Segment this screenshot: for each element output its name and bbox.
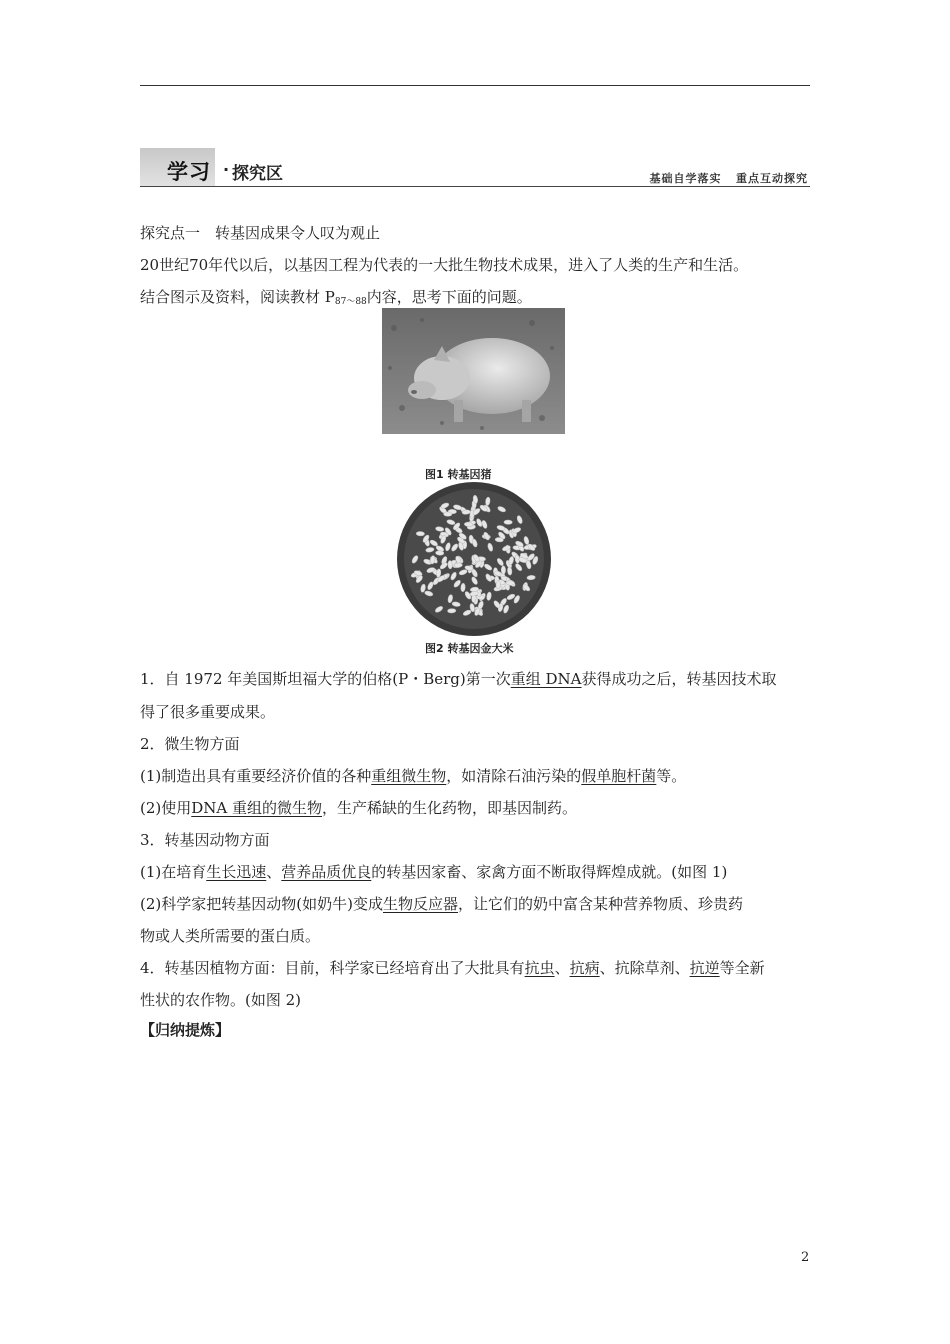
- item-4-line-1: 4．转基因植物方面：目前，科学家已经培育出了大批具有抗虫、抗病、抗除草剂、抗逆等全新: [140, 959, 765, 977]
- answer-insect-resistant: 抗虫: [524, 959, 555, 977]
- item-2-1: (1)制造出具有重要经济价值的各种重组微生物，如清除石油污染的假单胞杆菌等。: [140, 767, 687, 785]
- section-header: [140, 148, 810, 186]
- answer-stress-resistant: 抗逆: [689, 959, 720, 977]
- intro-paragraph: 20世纪70年代以后，以基因工程为代表的一大批生物技术成果，进入了人类的生产和生活。: [140, 256, 749, 274]
- top-rule: [140, 85, 810, 86]
- pig-caption: 图1 转基因猪: [425, 468, 492, 481]
- item-4-line-2: 性状的农作物。(如图 2): [140, 991, 302, 1009]
- answer-recombinant-microbe: 重组微生物: [371, 767, 447, 785]
- answer-disease-resistant: 抗病: [569, 959, 600, 977]
- header-dot: ·: [223, 160, 230, 179]
- item-1-line-2: 得了很多重要成果。: [140, 703, 276, 721]
- answer-dna-recombinant-microbe: DNA 重组的微生物: [191, 799, 323, 817]
- item-3-2-line-2: 物或人类所需要的蛋白质。: [140, 927, 321, 945]
- item-2-heading: 2．微生物方面: [140, 735, 240, 753]
- answer-bioreactor: 生物反应器: [382, 895, 458, 913]
- header-title-explore: 探究区: [232, 164, 283, 184]
- item-3-2-line-1: (2)科学家把转基因动物(如奶牛)变成生物反应器，让它们的奶中富含某种营养物质、珍贵药: [140, 895, 743, 913]
- answer-fast-growth: 生长迅速: [206, 863, 267, 881]
- header-title-study: 学习: [167, 160, 211, 184]
- intro-paragraph-2: 结合图示及资料，阅读教材 $P_{87\sim 88}$内容，思考下面的问题。: [140, 288, 532, 307]
- rice-caption: 图2 转基因金大米: [425, 642, 514, 655]
- summary-label: 【归纳提炼】: [140, 1021, 231, 1039]
- header-subtitle: 基础自学落实 重点互动探究: [649, 172, 808, 185]
- section-title: 探究点一 转基因成果令人叹为观止: [140, 224, 381, 242]
- item-3-1: (1)在培育生长迅速、营养品质优良的转基因家畜、家禽方面不断取得辉煌成就。(如图 1): [140, 863, 728, 881]
- answer-good-nutrition: 营养品质优良: [281, 863, 372, 881]
- pig-photo: [382, 308, 565, 434]
- item-1-line-1: 1．自 1972 年美国斯坦福大学的伯格(P・Berg)第一次重组 DNA获得成功之后，转基因技术取: [140, 670, 777, 688]
- item-2-2: (2)使用DNA 重组的微生物，生产稀缺的生化药物，即基因制药。: [140, 799, 578, 817]
- answer-pseudomonas: 假单胞杆菌: [581, 767, 657, 785]
- header-rule: [140, 186, 810, 187]
- rice-photo: [397, 482, 551, 636]
- page-number: 2: [801, 1250, 810, 1265]
- answer-recombinant-dna: 重组 DNA: [510, 670, 582, 688]
- item-3-heading: 3．转基因动物方面: [140, 831, 270, 849]
